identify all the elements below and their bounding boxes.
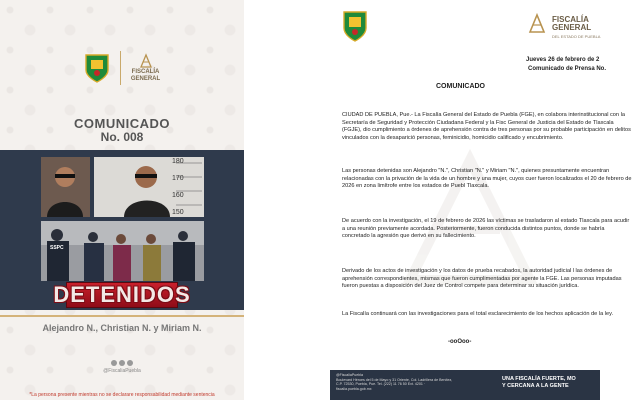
arrest-group-photo <box>41 221 204 281</box>
doc-press-number: Comunicado de Prensa No. <box>528 66 607 72</box>
height-mark: 170 <box>172 175 184 182</box>
poster-logo-row <box>0 46 244 90</box>
facebook-icon <box>111 360 117 366</box>
doc-paragraph: Las personas detenidas son Alejandro "N.", Christian "N." y Miriam "N.", quienes presuntamente encuentran relacionadas con la privación de la vida de un hombre y una mujer, cuyos cuer fueron localizados el 20 de febrero de 2026 en zona limítrofe entre los estados de Puebl Tlaxcala. <box>342 168 632 190</box>
fge-logo-line1: FISCALÍA <box>131 69 160 75</box>
doc-fge-logo-text <box>552 16 591 32</box>
detainee-1-silhouette-icon <box>41 157 90 217</box>
doc-footer-slogan-1: UNA FISCALÍA FUERTE, MO <box>502 376 576 382</box>
x-icon <box>119 360 125 366</box>
height-mark: 180 <box>172 158 184 165</box>
arrest-group-icon <box>41 221 204 281</box>
vest-label: SSPC <box>50 245 64 251</box>
doc-footer-slogan <box>502 376 576 390</box>
doc-fge-subtitle: DEL ESTADO DE PUEBLA <box>552 34 601 39</box>
instagram-icon <box>127 360 133 366</box>
social-icons <box>110 360 134 367</box>
doc-footer-handle: @FiscaliaPuebla <box>336 373 364 377</box>
doc-footer-slogan-2: Y CERCANA A LA GENTE <box>502 383 569 389</box>
detainee-names: Alejandro N., Christian N. y Miriam N. <box>42 323 202 333</box>
doc-closing-mark: -ooOoo- <box>448 339 472 345</box>
poster-comunicado-number: No. 008 <box>100 130 144 144</box>
doc-paragraph: CIUDAD DE PUEBLA, Pue.- La Fiscalía General del Estado de Puebla (FGE), en colabora interinstitucional con la Secretaría de Seguridad y Protección Ciudadana Federal y la Fisc General de Justicia del Estado de Tlaxcala (FGJE), dio cumplimiento a órdenes de aprehensión contra de tres personas por su probable participación en delitos vinculados con la desaparició personas, feminicidio, homicidio calificado y encubrimiento. <box>342 112 631 141</box>
poster-comunicado-label: COMUNICADO <box>74 116 170 131</box>
doc-fge-line1: FISCALÍA <box>552 15 589 24</box>
fge-logo-line2: GENERAL <box>130 76 161 82</box>
doc-title: COMUNICADO <box>436 83 485 90</box>
doc-paragraph: Derivado de los actos de investigación y los datos de prueba recabados, la autoridad judicial l las órdenes de aprehensión correspondientes, mismas que fueron cumplimentadas por agente la FGE. Las personas imputadas fueron puestas a disposición del Juez de Control compete para determinar su situación jurídica. <box>342 268 622 290</box>
doc-date: Jueves 26 de febrero de 2 <box>526 57 600 63</box>
fge-logo <box>131 53 160 83</box>
doc-fge-line2: GENERAL <box>552 23 592 32</box>
logo-divider <box>120 51 121 85</box>
doc-paragraph: La Fiscalía continuará con las investigaciones para el total esclarecimiento de los hechos aplicación de la ley. <box>342 311 614 317</box>
fge-emblem-icon <box>526 12 548 34</box>
press-poster <box>0 0 244 400</box>
height-scale <box>172 157 196 217</box>
detainee-photo-2 <box>94 157 204 217</box>
press-release-document <box>330 0 632 400</box>
puebla-shield-icon <box>342 10 368 42</box>
detainee-photo-1 <box>41 157 90 217</box>
doc-footer-address: Boulevard Héroes del 5 de Mayo y 31 Oriente, Col. Ladrillera de Benítez, C.P. 72530, Puebla, Pue. Tel. (222) 11 76 50 Ext. 4201 · fiscalia.puebla.gob.mx <box>336 377 453 391</box>
detenidos-label: DETENIDOS <box>53 282 191 307</box>
poster-footer-note: *La persona presente mientras no se declarare responsabilidad mediante sentencia <box>29 392 215 398</box>
doc-paragraph: De acuerdo con la investigación, el 19 de febrero de 2026 las víctimas se trasladaron al estado Tlaxcala para acudir a una reunión previamente acordada. Posteriormente, fueron conducida distintos puntos, donde se habría concretado la agresión que derivó en su fallecimiento. <box>342 218 630 240</box>
fge-emblem-icon <box>138 53 154 69</box>
doc-footer-contact <box>336 373 456 391</box>
poster-social-handle: @FiscaliaPuebla <box>103 368 141 374</box>
puebla-shield-icon <box>84 53 110 83</box>
doc-footer <box>330 370 600 400</box>
height-mark: 150 <box>172 209 184 216</box>
gold-divider <box>0 315 244 317</box>
height-mark: 160 <box>172 192 184 199</box>
